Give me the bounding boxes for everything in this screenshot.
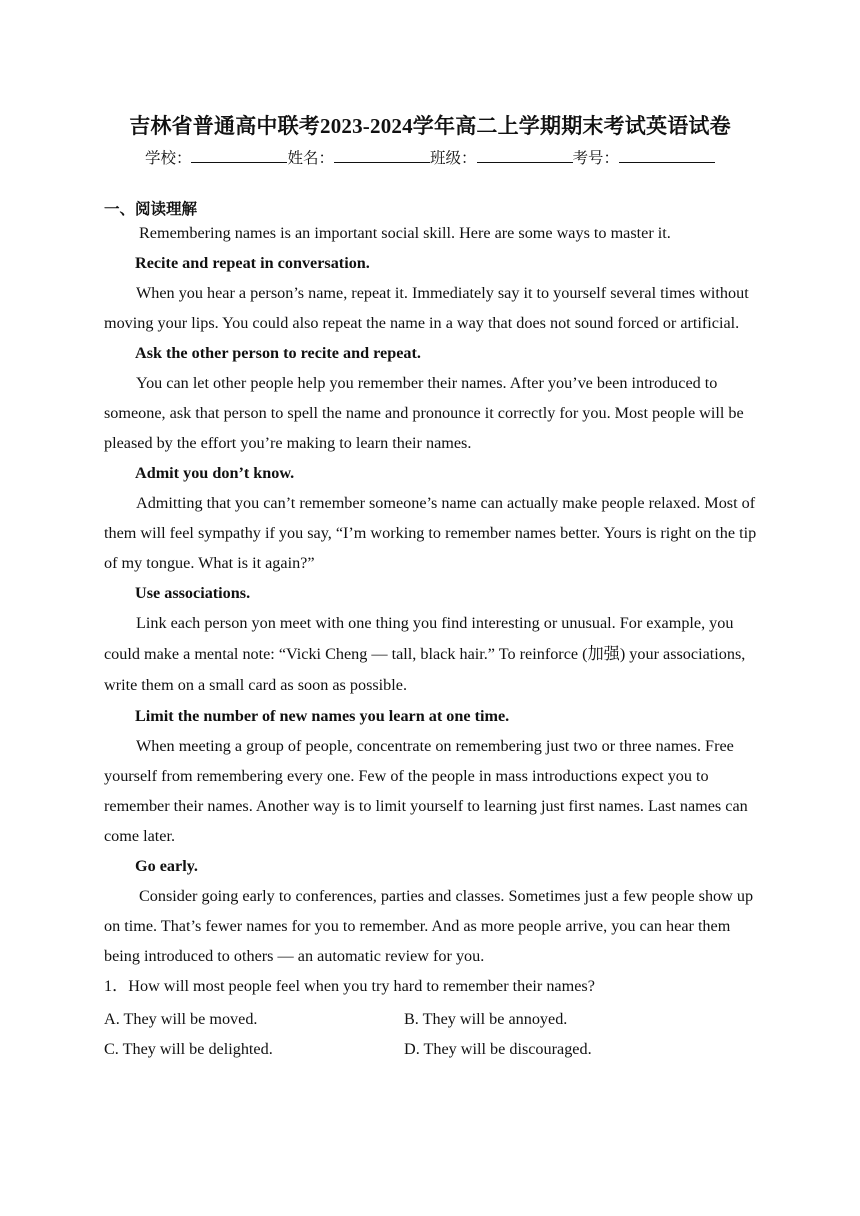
tip-paragraph-1: When you hear a person’s name, repeat it. Immediately say it to yourself several times without moving your lips. You could also repeat the name in a way that does not sound forced or artificial. xyxy=(104,284,749,332)
option-b[interactable]: B. They will be annoyed. xyxy=(404,1010,568,1028)
tip-paragraph-6: Consider going early to conferences, parties and classes. Sometimes just a few people show up on time. That’s fewer names for you to remember. And as more people arrive, you can hear them being introduced to others — an automatic review for you. xyxy=(104,887,754,965)
answer-options xyxy=(104,1004,758,1064)
tip-heading-1: Recite and repeat in conversation. xyxy=(135,254,370,272)
class-label: 班级： xyxy=(430,149,477,167)
option-a[interactable]: A. They will be moved. xyxy=(104,1010,258,1028)
exam-title: 吉林省普通高中联考2023-2024学年高二上学期期末考试英语试卷 xyxy=(129,114,731,138)
question-1: 1．How will most people feel when you try hard to remember their names? xyxy=(104,977,595,995)
name-label: 姓名： xyxy=(287,149,334,167)
exam-number-label: 考号： xyxy=(572,149,620,167)
tip-paragraph-2: You can let other people help you remember their names. After you’ve been introduced to someone, ask that person to spell the name and pronounce it correctly for you. Most people will be pleased by the effort you’re making to learn their names. xyxy=(104,374,744,452)
school-label: 学校： xyxy=(144,149,192,167)
name-blank[interactable] xyxy=(334,148,430,163)
tip-heading-5: Limit the number of new names you learn at one time. xyxy=(135,707,510,725)
option-c[interactable]: C. They will be delighted. xyxy=(104,1040,273,1058)
section-heading: 一、阅读理解 xyxy=(104,200,198,218)
reading-passage xyxy=(104,218,758,1064)
tip-heading-4: Use associations. xyxy=(135,584,251,602)
tip-paragraph-5: When meeting a group of people, concentrate on remembering just two or three names. Free yourself from remembering every one. Few of the people in mass introductions expect you to remember their names. Another way is to limit yourself to learning just first names. Last names can come later. xyxy=(104,737,748,845)
student-info-line xyxy=(0,146,860,168)
tip-paragraph-4: Link each person yon meet with one thing you find interesting or unusual. For example, you could make a mental note: “Vicki Cheng — tall, black hair.” To reinforce (加强) your associations, write them on a small card as soon as possible. xyxy=(104,614,746,694)
tip-paragraph-3: Admitting that you can’t remember someone’s name can actually make people relaxed. Most of them will feel sympathy if you say, “I’m working to remember names better. Yours is right on the tip of my tongue. What is it again?” xyxy=(104,494,757,572)
tip-heading-2: Ask the other person to recite and repeat. xyxy=(135,344,421,362)
class-blank[interactable] xyxy=(477,148,573,163)
school-blank[interactable] xyxy=(191,148,287,163)
tip-heading-6: Go early. xyxy=(135,857,198,875)
exam-number-blank[interactable] xyxy=(619,148,715,163)
tip-heading-3: Admit you don’t know. xyxy=(135,464,295,482)
passage-intro: Remembering names is an important social skill. Here are some ways to master it. xyxy=(139,224,671,242)
option-d[interactable]: D. They will be discouraged. xyxy=(404,1040,592,1058)
